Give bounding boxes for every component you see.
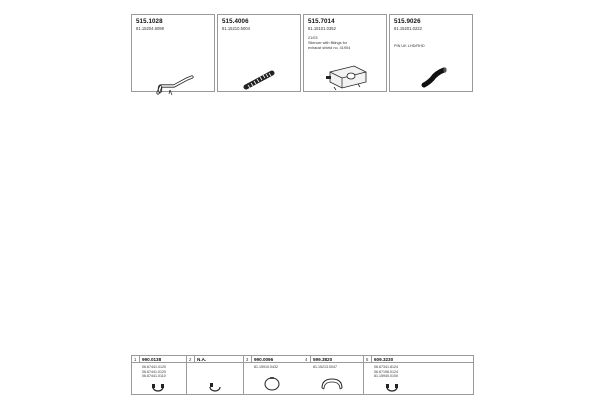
item-index: 4 bbox=[305, 357, 308, 362]
accessory-ref: 06.67341.8124 bbox=[374, 365, 398, 369]
accessory-header bbox=[132, 356, 186, 363]
accessory-ref: 81.15940.0100 bbox=[374, 374, 398, 378]
accessory-ref: 06.67196.0124 bbox=[374, 369, 398, 374]
accessory-ref: 81.15910.0432 bbox=[254, 365, 278, 369]
item-index: 2 bbox=[189, 357, 192, 362]
accessory-ref: 06.67441.0110 bbox=[142, 374, 166, 378]
part-number: 515.1028 bbox=[136, 18, 163, 25]
oem-reference: 81.15201.0222 bbox=[394, 26, 422, 31]
rubber-hose-icon bbox=[420, 63, 450, 89]
note-line: Silencer with fittings for bbox=[308, 41, 348, 45]
accessory-header bbox=[244, 356, 303, 363]
accessory-ref: 81.15213.0047 bbox=[313, 365, 337, 369]
item-index: 1 bbox=[134, 357, 137, 362]
accessory-header bbox=[364, 356, 473, 363]
accessory-code: N.A. bbox=[197, 356, 207, 362]
accessory-code: 609.3230 bbox=[374, 356, 394, 362]
oem-reference: 81.15210.5004 bbox=[222, 26, 250, 31]
part-card[interactable] bbox=[131, 14, 215, 92]
part-number: 515.4006 bbox=[222, 18, 249, 25]
part-card[interactable] bbox=[303, 14, 387, 92]
note-line: 21/03 bbox=[308, 36, 318, 40]
accessory-code: 990.0096 bbox=[254, 356, 274, 362]
flex-hose-icon bbox=[242, 67, 278, 91]
accessory-header bbox=[187, 356, 243, 363]
note-line: PIN UK LHD/RHD bbox=[394, 44, 425, 48]
exhaust-pipe-bend-icon bbox=[156, 73, 196, 97]
note-line: exhaust shield no. 41904 bbox=[308, 46, 351, 50]
sleeve-clamp-icon bbox=[319, 376, 345, 392]
oem-reference: 81.15101.0352 bbox=[308, 26, 336, 31]
accessory-strip bbox=[131, 355, 474, 395]
accessory-code: 599.3820 bbox=[313, 356, 333, 362]
accessory-ref: 06.67441.0120 bbox=[142, 365, 166, 369]
oem-reference: 81.15204.6098 bbox=[136, 26, 164, 31]
clamp-icon bbox=[150, 381, 166, 393]
accessory-cell[interactable] bbox=[132, 356, 186, 394]
accessory-header bbox=[303, 356, 363, 363]
accessory-cell[interactable] bbox=[363, 356, 473, 394]
item-index: 3 bbox=[246, 357, 249, 362]
accessory-code: 990.0138 bbox=[142, 356, 162, 362]
ring-clamp-icon bbox=[262, 376, 282, 392]
part-card[interactable] bbox=[389, 14, 473, 92]
part-number: 515.7014 bbox=[308, 18, 335, 25]
accessory-cell[interactable] bbox=[186, 356, 243, 394]
silencer-icon bbox=[324, 62, 370, 92]
clamp-icon bbox=[384, 381, 400, 393]
accessory-cell[interactable] bbox=[303, 356, 363, 394]
part-number: 515.9026 bbox=[394, 18, 421, 25]
item-index: 5 bbox=[366, 357, 369, 362]
accessory-ref: 06.67441.0120 bbox=[142, 369, 166, 374]
accessory-cell[interactable] bbox=[243, 356, 303, 394]
clamp-icon bbox=[207, 381, 223, 393]
part-card[interactable] bbox=[217, 14, 301, 92]
